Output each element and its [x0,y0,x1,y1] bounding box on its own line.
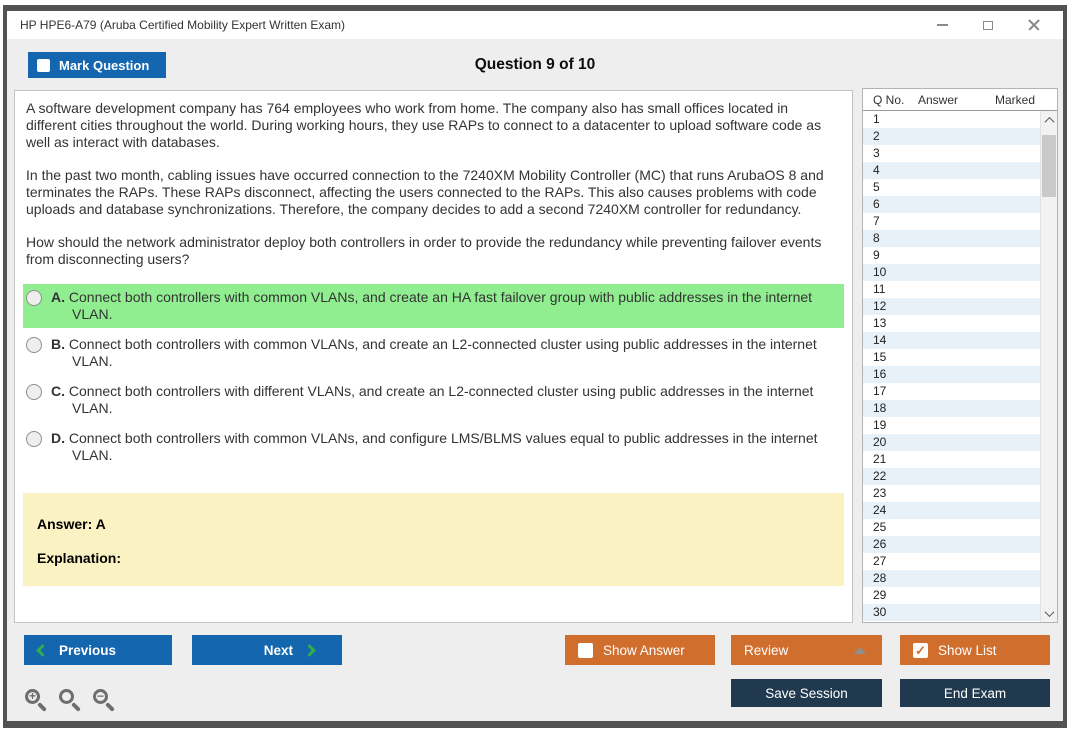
question-list-row[interactable]: 8 [863,230,1040,247]
question-list-row[interactable]: 27 [873,554,887,568]
previous-label: Previous [59,642,117,658]
show-list-button[interactable] [900,635,1050,665]
question-paragraph: In the past two month, cabling issues have occurred connection to the 7240XM Mobility Controller (MC) that runs ArubaOS 8 and terminates the RAPs. These RAPs disconnect, affecting the users connected to the RAPs. This also causes problems with code uploads and database synchronizations. Therefore, the company decides to add a second 7240XM controller for redundancy. [26,167,824,217]
question-list-row[interactable]: 19 [873,418,887,432]
option-a-text: A. Connect both controllers with common VLANs, and create an HA fast failover group with public addresses in the internet VLAN. [51,289,813,322]
previous-button[interactable] [24,635,172,665]
question-list-row[interactable]: 24 [863,502,1040,519]
question-list-row[interactable]: 14 [863,332,1040,349]
question-panel [14,90,853,623]
answer-option-c[interactable] [23,378,844,422]
show-answer-checkbox-icon[interactable] [578,643,593,658]
question-list [863,111,1040,622]
question-list-row[interactable]: 30 [863,604,1040,621]
show-list-label: Show List [938,642,997,658]
scroll-up-icon[interactable] [1041,112,1057,128]
show-answer-label: Show Answer [603,642,685,658]
mark-question-label: Mark Question [59,57,150,73]
option-c-text: C. Connect both controllers with different VLANs, and create an L2-connected cluster using public addresses in the internet VLAN. [51,383,814,416]
question-list-row[interactable]: 22 [863,468,1040,485]
question-list-row[interactable]: 7 [873,214,880,228]
window-title: HP HPE6-A79 (Aruba Certified Mobility Expert Written Exam) [20,18,346,32]
question-list-row[interactable]: 23 [873,486,887,500]
window-controls [919,11,1057,39]
question-list-row[interactable]: 9 [873,248,880,262]
question-list-panel [862,88,1058,623]
minimize-icon [937,24,948,26]
triangle-up-icon [854,647,866,654]
question-text [15,91,852,268]
option-c-radio[interactable] [26,384,42,400]
scrollbar-thumb[interactable] [1042,135,1056,197]
question-list-row[interactable]: 5 [873,180,880,194]
column-qno: Q No. [873,92,905,107]
question-paragraph: How should the network administrator deploy both controllers in order to provide the redundancy while preventing failover events from disconnecting users? [26,234,822,267]
save-session-button[interactable] [731,679,882,707]
question-list-row[interactable]: 12 [863,298,1040,315]
review-label: Review [744,642,789,658]
question-paragraph: A software development company has 764 employees who work from home. The company also has small offices located in different cities throughout the world. During working hours, they use RAPs to connect to a datacenter to upload software code as well as interact with databases. [26,100,822,150]
answer-explanation-box [23,493,844,586]
correct-answer-label: Answer: A [37,516,106,532]
end-exam-button[interactable] [900,679,1050,707]
option-d-radio[interactable] [26,431,42,447]
close-icon [1028,19,1040,31]
question-list-row[interactable]: 10 [863,264,1040,281]
question-list-row[interactable]: 1 [873,112,880,126]
zoom-in-icon[interactable]: + [24,687,49,714]
question-list-header [863,89,1057,111]
question-list-row[interactable]: 20 [863,434,1040,451]
maximize-button[interactable] [965,11,1011,39]
scroll-down-icon[interactable] [1041,605,1057,621]
minimize-button[interactable] [919,11,965,39]
title-bar [7,11,1063,39]
question-list-row[interactable]: 21 [873,452,887,466]
question-list-scrollbar[interactable] [1040,111,1057,622]
answer-option-b[interactable] [23,331,844,375]
question-list-row[interactable]: 25 [873,520,887,534]
exam-window [3,5,1067,728]
question-list-row[interactable]: 16 [863,366,1040,383]
option-b-text: B. Connect both controllers with common VLANs, and create an L2-connected cluster using public addresses in the internet VLAN. [51,336,817,369]
zoom-out-icon[interactable]: − [92,687,117,714]
show-answer-button[interactable] [565,635,715,665]
check-icon: ✓ [915,642,926,658]
column-answer: Answer [918,92,959,107]
end-exam-label: End Exam [943,685,1007,701]
save-session-label: Save Session [765,685,848,701]
option-b-radio[interactable] [26,337,42,353]
question-list-row[interactable]: 2 [863,128,1040,145]
explanation-label: Explanation: [37,550,122,566]
question-list-row[interactable]: 3 [873,146,880,160]
column-marked: Marked [995,92,1036,107]
question-list-row[interactable]: 17 [873,384,887,398]
maximize-icon [983,21,993,30]
question-list-row[interactable]: 28 [863,570,1040,587]
answer-option-d[interactable] [23,425,844,469]
question-list-row[interactable]: 15 [873,350,887,364]
option-d-text: D. Connect both controllers with common VLANs, and configure LMS/BLMS values equal to public addresses in the internet VLAN. [51,430,818,463]
question-counter: Question 9 of 10 [474,56,596,73]
question-list-row[interactable]: 11 [873,282,886,296]
question-list-row[interactable]: 18 [863,400,1040,417]
question-list-row[interactable]: 6 [863,196,1040,213]
question-list-row[interactable]: 13 [873,316,887,330]
question-list-row[interactable]: 26 [863,536,1040,553]
chevron-right-icon [303,644,316,657]
chevron-left-icon [36,644,49,657]
option-a-radio[interactable] [26,290,42,306]
next-button[interactable] [192,635,342,665]
close-button[interactable] [1011,11,1057,39]
answer-option-a[interactable] [23,284,844,328]
question-list-row[interactable]: 29 [873,588,887,602]
zoom-reset-icon[interactable] [58,687,83,714]
question-list-row[interactable]: 4 [863,162,1040,179]
zoom-toolbar [24,687,117,714]
review-dropdown-button[interactable] [731,635,882,665]
show-list-checkbox-icon[interactable] [913,643,928,658]
next-label: Next [263,642,293,658]
